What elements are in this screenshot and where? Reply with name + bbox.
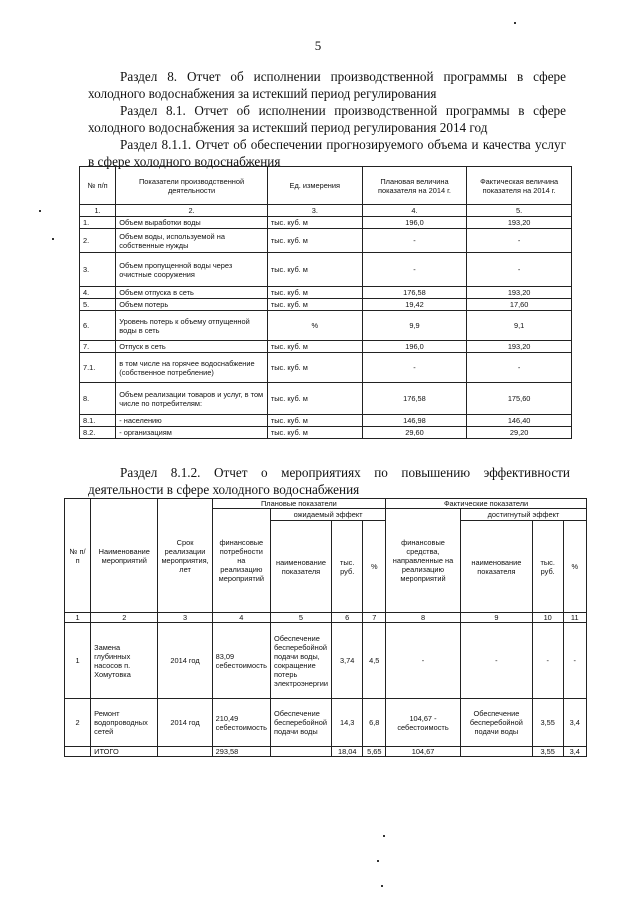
row-measure: Замена глубинных насосов п. Хомутовка: [91, 623, 158, 699]
numbering-cell: 9: [460, 613, 532, 623]
section-8-heading: Раздел 8. Отчет об исполнении производственной программы в сфере холодного водоснабжения за истекший период регулирования: [88, 69, 566, 101]
total-number: [65, 747, 91, 757]
col-header-number: № п/п: [80, 167, 116, 205]
table-row: [80, 311, 572, 341]
total-label: ИТОГО: [91, 747, 158, 757]
numbering-cell: 1: [65, 613, 91, 623]
section-8-1-1-heading: Раздел 8.1.1. Отчет об обеспечении прогнозируемого объема и качества услуг в сфере холодного водоснабжения: [88, 137, 566, 169]
row-plan: 176,58: [362, 287, 467, 299]
total-finance: 293,58: [212, 747, 270, 757]
numbering-cell: 2: [91, 613, 158, 623]
col-header-act-rub: тыс. руб.: [532, 521, 563, 613]
row-fact: 175,60: [467, 383, 572, 415]
row-number: 2: [65, 699, 91, 747]
total-act-pct: 3,4: [563, 747, 586, 757]
row-unit: тыс. куб. м: [267, 287, 362, 299]
table-row: [80, 287, 572, 299]
row-indicator: Объем воды, используемой на собственные нужды: [116, 229, 268, 253]
row-fact: 193,20: [467, 287, 572, 299]
col-header-term: Срок реализации мероприятия, лет: [158, 499, 212, 613]
row-number: 1.: [80, 217, 116, 229]
row-plan: -: [362, 353, 467, 383]
row-unit: тыс. куб. м: [267, 253, 362, 287]
row-number: 3.: [80, 253, 116, 287]
row-plan: -: [362, 229, 467, 253]
row-indicator: - населению: [116, 415, 268, 427]
table-row: [80, 229, 572, 253]
table-row: [65, 699, 587, 747]
col-header-number: № п/п: [65, 499, 91, 613]
row-indicator: - организациям: [116, 427, 268, 439]
col-header-funds-directed: финансовые средства, направленные на реализацию мероприятий: [386, 509, 461, 613]
table-row: [65, 623, 587, 699]
row-fact: 17,60: [467, 299, 572, 311]
scan-speck: [39, 210, 41, 212]
row-indicator: Объем выработки воды: [116, 217, 268, 229]
row-act-indicator: -: [460, 623, 532, 699]
numbering-cell: 10: [532, 613, 563, 623]
numbering-cell: 11: [563, 613, 586, 623]
total-act-funds: 104,67: [386, 747, 461, 757]
row-unit: тыс. куб. м: [267, 229, 362, 253]
row-unit: тыс. куб. м: [267, 353, 362, 383]
col-header-planned: Плановые показатели: [212, 499, 385, 509]
scan-speck: [377, 860, 379, 862]
row-plan: 29,60: [362, 427, 467, 439]
numbering-cell: 5: [270, 613, 331, 623]
table-row: [80, 415, 572, 427]
total-exp-rub: 18,04: [331, 747, 362, 757]
production-indicators-table: [79, 166, 572, 439]
numbering-cell: 1.: [80, 205, 116, 217]
table-row: [80, 353, 572, 383]
col-header-finance-need: финансовые потребности на реализацию мероприятий: [212, 509, 270, 613]
row-unit: тыс. куб. м: [267, 383, 362, 415]
row-plan: 9,9: [362, 311, 467, 341]
numbering-cell: 6: [331, 613, 362, 623]
total-exp-indicator: [270, 747, 331, 757]
col-header-exp-indicator: наименование показателя: [270, 521, 331, 613]
table-header-row: [80, 167, 572, 205]
row-plan: 196,0: [362, 217, 467, 229]
scan-speck: [383, 835, 385, 837]
numbering-cell: 2.: [116, 205, 268, 217]
row-indicator: Объем потерь: [116, 299, 268, 311]
row-unit: %: [267, 311, 362, 341]
row-exp-pct: 4,5: [363, 623, 386, 699]
row-plan: 146,98: [362, 415, 467, 427]
col-header-unit: Ед. измерения: [267, 167, 362, 205]
table-row: [80, 341, 572, 353]
col-header-act-indicator: наименование показателя: [460, 521, 532, 613]
row-number: 7.: [80, 341, 116, 353]
row-finance: 210,49 себестоимость: [212, 699, 270, 747]
row-unit: тыс. куб. м: [267, 427, 362, 439]
table-row: [80, 383, 572, 415]
row-indicator: Отпуск в сеть: [116, 341, 268, 353]
row-act-funds: 104,67 - себестоимость: [386, 699, 461, 747]
row-number: 8.2.: [80, 427, 116, 439]
col-header-expected-effect: ожидаемый эффект: [270, 509, 385, 521]
row-number: 7.1.: [80, 353, 116, 383]
row-act-pct: -: [563, 623, 586, 699]
row-fact: 29,20: [467, 427, 572, 439]
row-fact: 9,1: [467, 311, 572, 341]
total-exp-pct: 5,65: [363, 747, 386, 757]
table-row: [80, 299, 572, 311]
numbering-cell: 4.: [362, 205, 467, 217]
row-number: 8.1.: [80, 415, 116, 427]
row-exp-indicator: Обеспечение бесперебойной подачи воды: [270, 699, 331, 747]
row-indicator: в том числе на горячее водоснабжение (собственное потребление): [116, 353, 268, 383]
row-number: 2.: [80, 229, 116, 253]
row-term: 2014 год: [158, 623, 212, 699]
row-number: 6.: [80, 311, 116, 341]
row-exp-rub: 14,3: [331, 699, 362, 747]
col-header-exp-rub: тыс. руб.: [331, 521, 362, 613]
row-finance: 83,09 себестоимость: [212, 623, 270, 699]
row-fact: 193,20: [467, 341, 572, 353]
numbering-cell: 8: [386, 613, 461, 623]
table-header-row: [65, 499, 587, 509]
row-plan: 19,42: [362, 299, 467, 311]
row-fact: -: [467, 229, 572, 253]
row-fact: -: [467, 253, 572, 287]
table-row: [80, 427, 572, 439]
row-exp-rub: 3,74: [331, 623, 362, 699]
row-number: 1: [65, 623, 91, 699]
numbering-cell: 7: [363, 613, 386, 623]
efficiency-measures-table: [64, 498, 587, 757]
numbering-row: [80, 205, 572, 217]
col-header-plan: Плановая величина показателя на 2014 г.: [362, 167, 467, 205]
col-header-actual: Фактические показатели: [386, 499, 587, 509]
row-unit: тыс. куб. м: [267, 299, 362, 311]
row-indicator: Объем реализации товаров и услуг, в том числе по потребителям:: [116, 383, 268, 415]
numbering-cell: 4: [212, 613, 270, 623]
row-fact: 146,40: [467, 415, 572, 427]
row-number: 5.: [80, 299, 116, 311]
scan-speck: [52, 238, 54, 240]
col-header-exp-pct: %: [363, 521, 386, 613]
table-row: [80, 217, 572, 229]
row-fact: 193,20: [467, 217, 572, 229]
section-8-1-heading: Раздел 8.1. Отчет об исполнении производственной программы в сфере холодного водоснабжения за истекший период регулирования 2014 год: [88, 103, 566, 135]
col-header-indicator: Показатели производственной деятельности: [116, 167, 268, 205]
row-unit: тыс. куб. м: [267, 217, 362, 229]
row-exp-pct: 6,8: [363, 699, 386, 747]
scan-speck: [381, 885, 383, 887]
row-indicator: Объем пропущенной воды через очистные сооружения: [116, 253, 268, 287]
row-unit: тыс. куб. м: [267, 341, 362, 353]
row-fact: -: [467, 353, 572, 383]
row-plan: 176,58: [362, 383, 467, 415]
row-number: 8.: [80, 383, 116, 415]
scan-speck: [514, 22, 516, 24]
row-term: 2014 год: [158, 699, 212, 747]
row-indicator: Объем отпуска в сеть: [116, 287, 268, 299]
total-term: [158, 747, 212, 757]
section-8-1-2-heading: Раздел 8.1.2. Отчет о мероприятиях по повышению эффективности деятельности в сфере холодного водоснабжения: [88, 465, 570, 497]
row-plan: 196,0: [362, 341, 467, 353]
row-measure: Ремонт водопроводных сетей: [91, 699, 158, 747]
row-act-funds: -: [386, 623, 461, 699]
total-act-indicator: [460, 747, 532, 757]
total-act-rub: 3,55: [532, 747, 563, 757]
row-exp-indicator: Обеспечение бесперебойной подачи воды, сокращение потерь электроэнергии: [270, 623, 331, 699]
col-header-measure: Наименование мероприятий: [91, 499, 158, 613]
col-header-act-pct: %: [563, 521, 586, 613]
row-act-pct: 3,4: [563, 699, 586, 747]
numbering-cell: 3.: [267, 205, 362, 217]
col-header-fact: Фактическая величина показателя на 2014 г.: [467, 167, 572, 205]
row-indicator: Уровень потерь к объему отпущенной воды в сеть: [116, 311, 268, 341]
row-number: 4.: [80, 287, 116, 299]
page-number: 5: [314, 38, 322, 53]
row-act-rub: -: [532, 623, 563, 699]
row-act-indicator: Обеспечение бесперебойной подачи воды: [460, 699, 532, 747]
col-header-achieved-effect: достигнутый эффект: [460, 509, 586, 521]
table-row: [80, 253, 572, 287]
row-act-rub: 3,55: [532, 699, 563, 747]
numbering-cell: 5.: [467, 205, 572, 217]
numbering-cell: 3: [158, 613, 212, 623]
total-row: [65, 747, 587, 757]
numbering-row: [65, 613, 587, 623]
row-plan: -: [362, 253, 467, 287]
row-unit: тыс. куб. м: [267, 415, 362, 427]
